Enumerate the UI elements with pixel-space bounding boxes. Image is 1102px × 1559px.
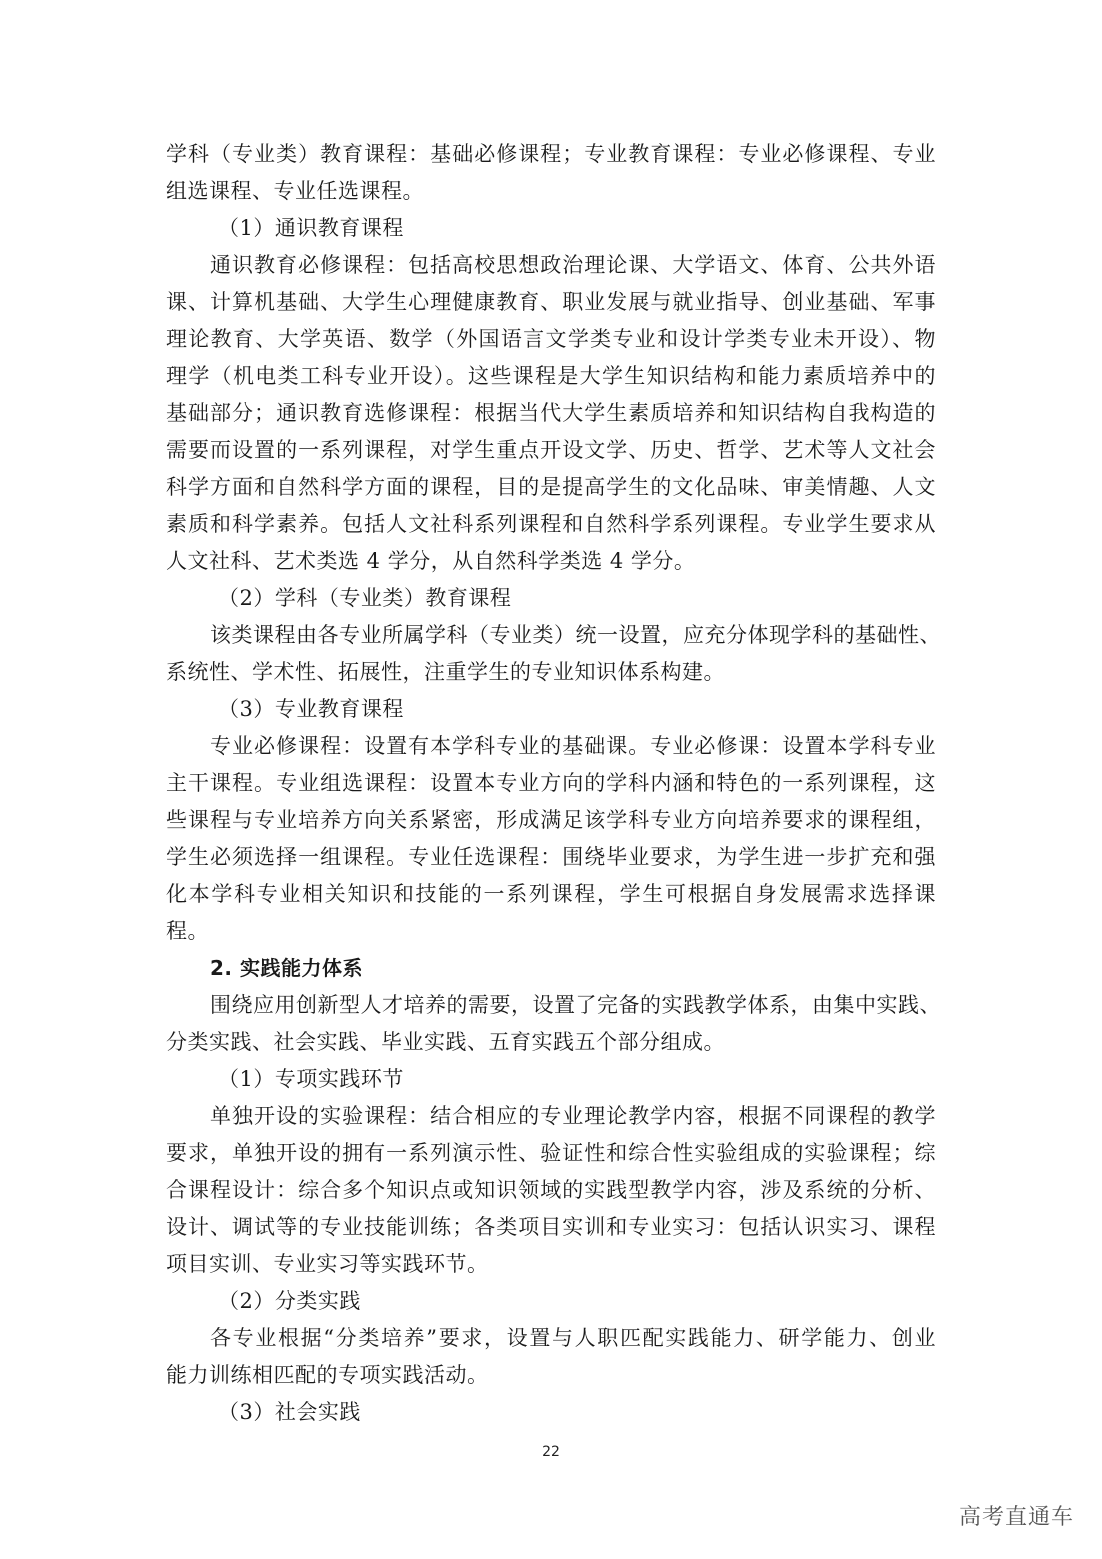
section-heading: （1）专项实践环节 [218, 1067, 404, 1091]
text-line: 分类实践、社会实践、毕业实践、五育实践五个部分组成。 [166, 1030, 725, 1054]
text-line: 围绕应用创新型人才培养的需要，设置了完备的实践教学体系，由集中实践、 [210, 993, 941, 1017]
text-line: 些课程与专业培养方向关系紧密，形成满足该学科专业方向培养要求的课程组， [166, 808, 936, 832]
section-heading: （2）分类实践 [218, 1289, 361, 1313]
text-line: 系统性、学术性、拓展性，注重学生的专业知识体系构建。 [166, 660, 725, 684]
text-line: 主干课程。专业组选课程：设置本专业方向的学科内涵和特色的一系列课程，这 [166, 771, 936, 795]
text-line: 学科（专业类）教育课程：基础必修课程；专业教育课程：专业必修课程、专业 [166, 142, 936, 166]
text-line: 专业必修课程：设置有本学科专业的基础课。专业必修课：设置本学科专业 [210, 734, 936, 758]
text-line: 理论教育、大学英语、数学（外国语言文学类专业和设计学类专业未开设）、物 [166, 327, 936, 351]
text-line: 各专业根据“分类培养”要求，设置与人职匹配实践能力、研学能力、创业 [210, 1326, 936, 1350]
text-line: 要求，单独开设的拥有一系列演示性、验证性和综合性实验组成的实验课程；综 [166, 1141, 936, 1165]
section-heading: （1）通识教育课程 [218, 216, 404, 240]
text-line: 程。 [166, 919, 209, 943]
text-line: 基础部分；通识教育选修课程：根据当代大学生素质培养和知识结构自我构造的 [166, 401, 936, 425]
text-line: 需要而设置的一系列课程，对学生重点开设文学、历史、哲学、艺术等人文社会 [166, 438, 936, 462]
text-line: 合课程设计：综合多个知识点或知识领域的实践型教学内容，涉及系统的分析、 [166, 1178, 936, 1202]
text-line: 课、计算机基础、大学生心理健康教育、职业发展与就业指导、创业基础、军事 [166, 290, 936, 314]
text-line: 能力训练相匹配的专项实践活动。 [166, 1363, 489, 1387]
text-line: 通识教育必修课程：包括高校思想政治理论课、大学语文、体育、公共外语 [210, 253, 936, 277]
section-heading: （3）社会实践 [218, 1400, 361, 1424]
section-heading: （3）专业教育课程 [218, 697, 404, 721]
text-line: 科学方面和自然科学方面的课程，目的是提高学生的文化品味、审美情趣、人文 [166, 475, 936, 499]
text-line: 项目实训、专业实习等实践环节。 [166, 1252, 489, 1276]
text-line: 素质和科学素养。包括人文社科系列课程和自然科学系列课程。专业学生要求从 [166, 512, 936, 536]
text-line: 组选课程、专业任选课程。 [166, 179, 424, 203]
text-line: 学生必须选择一组课程。专业任选课程：围绕毕业要求，为学生进一步扩充和强 [166, 845, 936, 869]
page-number: 22 [542, 1444, 560, 1460]
text-line: 设计、调试等的专业技能训练；各类项目实训和专业实习：包括认识实习、课程 [166, 1215, 936, 1239]
section-heading-bold: 2. 实践能力体系 [210, 956, 363, 980]
text-line: 理学（机电类工科专业开设）。这些课程是大学生知识结构和能力素质培养中的 [166, 364, 936, 388]
section-heading: （2）学科（专业类）教育课程 [218, 586, 512, 610]
text-line: 该类课程由各专业所属学科（专业类）统一设置，应充分体现学科的基础性、 [210, 623, 941, 647]
text-line: 单独开设的实验课程：结合相应的专业理论教学内容，根据不同课程的教学 [210, 1104, 936, 1128]
text-line: 人文社科、艺术类选 4 学分，从自然科学类选 4 学分。 [166, 549, 696, 573]
text-line: 化本学科专业相关知识和技能的一系列课程，学生可根据自身发展需求选择课 [166, 882, 936, 906]
watermark: 高考直通车 [958, 1505, 1074, 1530]
